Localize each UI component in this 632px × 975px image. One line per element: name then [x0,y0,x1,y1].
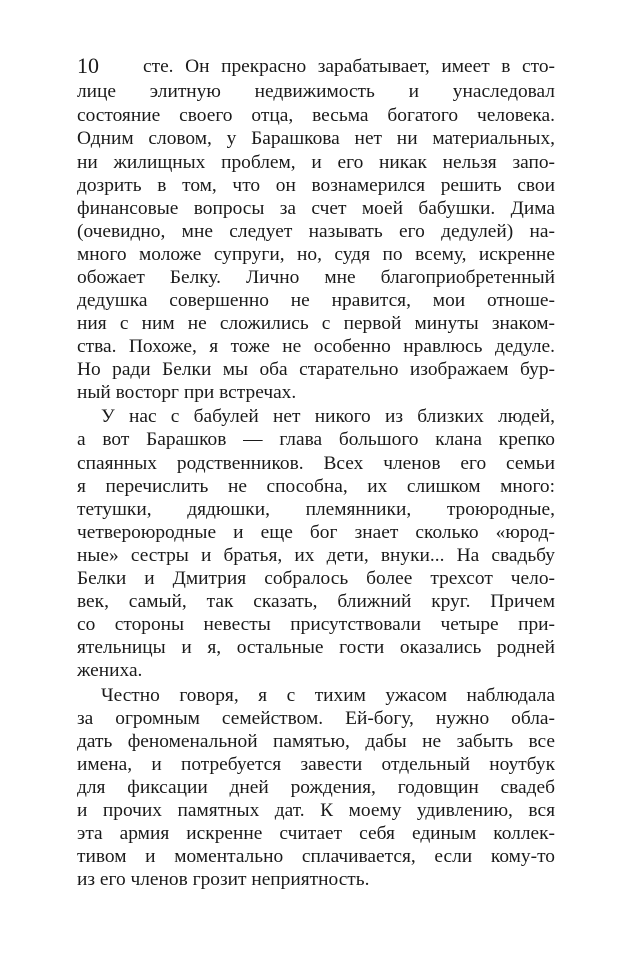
text-line: за огромным семейством. Ей-богу, нужно обла- [77,708,555,729]
text-line: Одним словом, у Барашкова нет ни материальных, [77,128,555,149]
text-line: спаянных родственников. Всех членов его семьи [77,453,555,474]
text-line: состояние своего отца, весьма богатого человека. [77,105,555,126]
text-line: дедушка совершенно не нравится, мои отноше- [77,290,555,311]
text-line: а вот Барашков — глава большого клана крепко [77,429,555,450]
text-line: ные» сестры и братья, их дети, внуки... На свадьбу [77,545,555,566]
text-line: четвероюродные и еще бог знает сколько «юрод- [77,522,555,543]
text-line: век, самый, так сказать, ближний круг. Причем [77,591,555,612]
text-line: дозрить в том, что он вознамерился решить свои [77,175,555,196]
text-line: Но ради Белки мы оба старательно изображаем бур- [77,359,555,380]
text-line: эта армия искренне считает себя единым коллек- [77,823,555,844]
text-line: из его членов грозит неприятность. [77,869,370,890]
text-line: ства. Похоже, я тоже не особенно нравлюсь дедуле. [77,336,555,357]
text-line: ный восторг при встречах. [77,382,297,403]
text-line: тивом и моментально сплачивается, если кому-то [77,846,555,867]
text-line: ни жилищных проблем, и его никак нельзя запо- [77,152,555,173]
text-line: много моложе супруги, но, судя по всему, искренне [77,244,555,265]
text-line: Белки и Дмитрия собралось более трехсот чело- [77,568,555,589]
text-line: обожает Белку. Лично мне благоприобретенный [77,267,555,288]
text-line: для фиксации дней рождения, годовщин свадеб [77,777,555,798]
text-line: жениха. [77,660,143,681]
text-line: сте. Он прекрасно зарабатывает, имеет в сто- [143,56,555,77]
page-number: 10 [77,53,99,78]
text-line: имена, и потребуется завести отдельный ноутбук [77,754,555,775]
text-line: ния с ним не сложились с первой минуты знаком- [77,313,555,334]
text-line: тетушки, дядюшки, племянники, троюродные, [77,499,555,520]
text-line: (очевидно, мне следует называть его дедулей) на- [77,221,555,242]
text-line: У нас с бабулей нет никого из близких людей, [101,406,555,427]
text-line: я перечислить не способна, их слишком много: [77,476,555,497]
text-line: со стороны невесты присутствовали четыре при- [77,614,555,635]
text-line: дать феноменальной памятью, дабы не забыть все [77,731,555,752]
text-line: лице элитную недвижимость и унаследовал [77,81,555,102]
text-line: ятельницы и я, остальные гости оказались родней [77,637,555,658]
text-line: финансовые вопросы за счет моей бабушки. Дима [77,198,555,219]
text-line: Честно говоря, я с тихим ужасом наблюдала [101,685,555,706]
text-line: и прочих памятных дат. К моему удивлению, вся [77,800,555,821]
